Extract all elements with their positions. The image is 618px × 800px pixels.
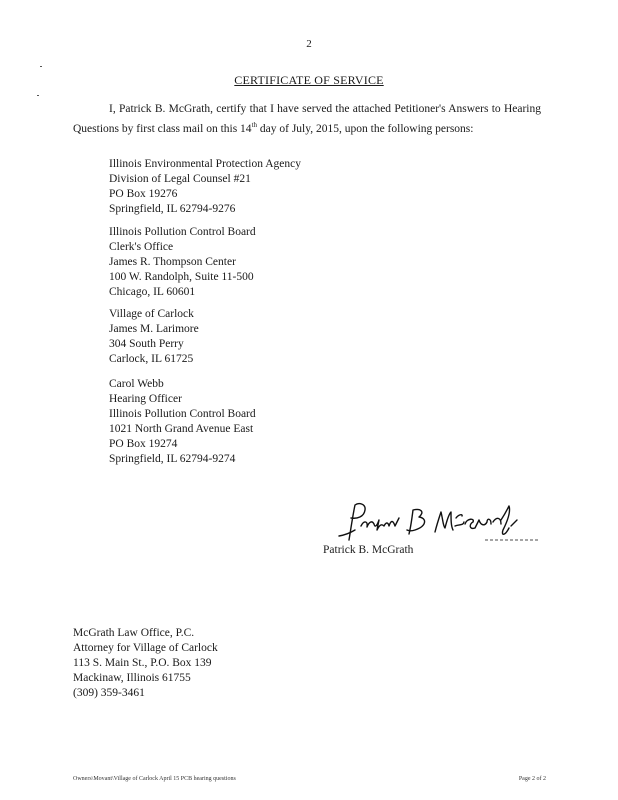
address-line: PO Box 19276	[109, 188, 178, 200]
firm-line: Attorney for Village of Carlock	[73, 642, 218, 654]
recipient-address-block	[109, 225, 256, 300]
day-ordinal-suffix: th	[251, 121, 258, 129]
address-line: Springfield, IL 62794-9276	[109, 203, 236, 215]
footer-file-path: Owners\Movant\Village of Carlock April 15 PCB hearing questions	[73, 776, 236, 782]
address-line: Illinois Pollution Control Board	[109, 408, 256, 420]
recipient-address-block	[109, 377, 256, 467]
firm-line: Mackinaw, Illinois 61755	[73, 672, 191, 684]
law-firm-block	[73, 626, 218, 701]
certification-paragraph	[73, 101, 541, 137]
firm-line: McGrath Law Office, P.C.	[73, 627, 195, 639]
address-line: Illinois Pollution Control Board	[109, 226, 256, 238]
address-line: PO Box 19274	[109, 438, 178, 450]
certification-text: I, Patrick B. McGrath, certify that I have served the attached Petitioner's Answers to Hearing Questions by first class mail on this 14	[73, 103, 541, 135]
signatory-name: Patrick B. McGrath	[323, 544, 414, 556]
address-line: Hearing Officer	[109, 393, 182, 405]
address-line: Springfield, IL 62794-9274	[109, 453, 236, 465]
address-line: 1021 North Grand Avenue East	[109, 423, 254, 435]
recipient-address-block	[109, 157, 301, 217]
firm-line: 113 S. Main St., P.O. Box 139	[73, 657, 212, 669]
address-line: Carol Webb	[109, 378, 164, 390]
address-line: James M. Larimore	[109, 323, 199, 335]
handwritten-signature	[335, 500, 545, 544]
address-line: Carlock, IL 61725	[109, 353, 194, 365]
address-line: 304 South Perry	[109, 338, 184, 350]
address-line: Illinois Environmental Protection Agency	[109, 158, 301, 170]
firm-line: (309) 359-3461	[73, 687, 145, 699]
footer-page-count: Page 2 of 2	[518, 776, 546, 782]
recipient-address-block	[109, 307, 199, 367]
page-number: 2	[306, 38, 312, 50]
certificate-title: CERTIFICATE OF SERVICE	[234, 73, 384, 87]
address-line: 100 W. Randolph, Suite 11-500	[109, 271, 254, 283]
address-line: Village of Carlock	[109, 308, 194, 320]
address-line: James R. Thompson Center	[109, 256, 236, 268]
address-line: Chicago, IL 60601	[109, 286, 196, 298]
address-line: Clerk's Office	[109, 241, 174, 253]
address-line: Division of Legal Counsel #21	[109, 173, 251, 185]
certification-text-end: day of July, 2015, upon the following persons:	[257, 122, 474, 135]
